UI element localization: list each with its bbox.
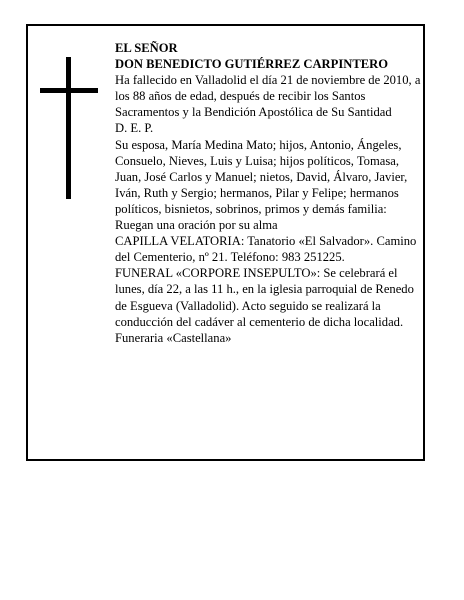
deceased-title: EL SEÑOR [115,41,178,55]
dep-line: D. E. P. [115,121,154,136]
cross-icon [40,57,100,199]
chapel-info: CAPILLA VELATORIA: Tanatorio «El Salvador». Camino del Cementerio, nº 21. Teléfono: 983 251225. [115,234,417,265]
funeral-info: FUNERAL «CORPORE INSEPULTO»: Se celebrará el lunes, día 22, a las 11 h., en la iglesia parroquial de Renedo de Esgueva (Valladolid). Acto seguido se realizará la conducción del cadáver al cementerio de dicha localidad. [115,266,414,329]
prayer-request: Ruegan una oración por su alma [115,218,278,233]
obituary-text [115,40,425,346]
cross-horizontal-bar [40,88,98,93]
funeral-home: Funeraria «Castellana» [115,330,232,345]
family-list: Su esposa, María Medina Mato; hijos, Antonio, Ángeles, Consuelo, Nieves, Luis y Luisa; hijos políticos, Tomasa, Juan, José Carlos y Manuel; nietos, David, Álvaro, Javier, Iván, Ruth y Sergio; hermanos, Pilar y Felipe; hermanos políticos, bisnietos, sobrinos, primos y demás familia: [115,137,408,216]
obituary-notice [26,24,425,461]
deceased-name: DON BENEDICTO GUTIÉRREZ CARPINTERO [115,57,389,72]
death-announcement: Ha fallecido en Valladolid el día 21 de noviembre de 2010, a los 88 años de edad, después de recibir los Santos Sacramentos y la Bendición Apostólica de Su Santidad [115,73,421,120]
cross-vertical-bar [66,57,71,199]
